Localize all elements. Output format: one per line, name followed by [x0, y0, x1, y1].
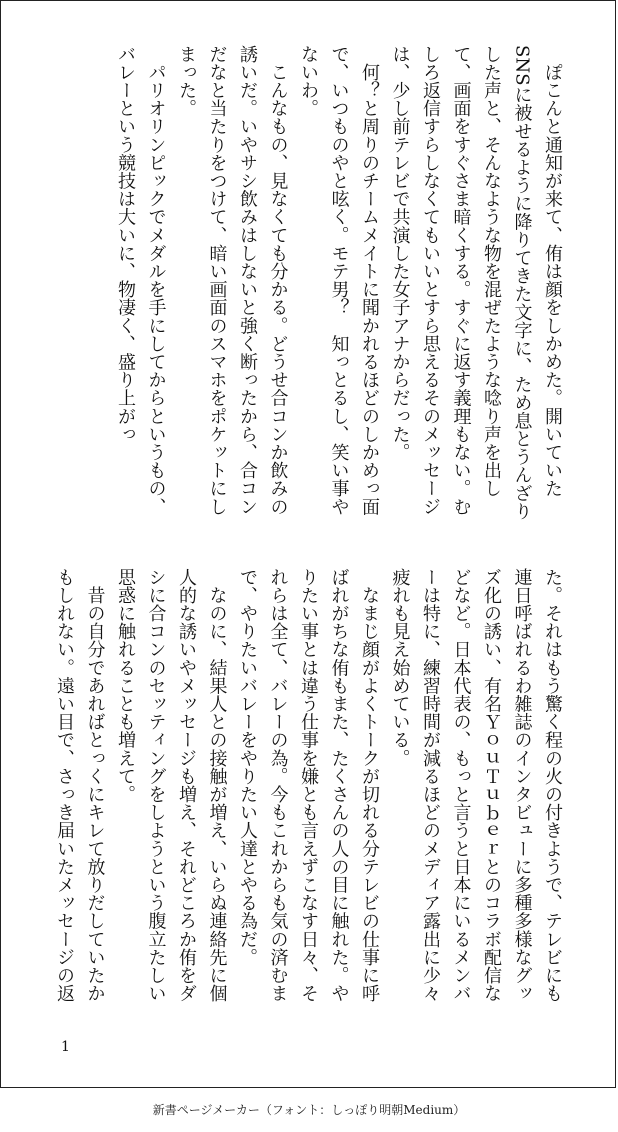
text-block-bottom	[47, 568, 567, 1006]
paragraph: こんなもの、見なくても分かる。どうせ合コンか飲みの誘いだ。いやサシ飲みはしないと強く断ったから、合コンだなと当たりをつけて、暗い画面のスマホをポケットにしまった。	[176, 45, 289, 516]
footer-caption: 新書ページメーカー（フォント：しっぽり明朝Medium）	[152, 1103, 466, 1117]
paragraph: 昔の自分であればとっくにキレて放りだしていたかもしれない。遠い目で、さっき届いたメッセージの返	[54, 568, 106, 1003]
text-block-top	[47, 45, 567, 525]
paragraph: ぽこんと通知が来て、侑は顔をしかめた。開いていたSNSに被せるように降りてきた文字に、ため息とうんざりした声と、そんなような物を混ぜたような唸り声を出して、画面をすぐさま暗くする。すぐに返す義理もない。むしろ返信すらしなくてもいいとすら思えるそのメッセージは、少し前テレビで共演した女子アナからだった。	[389, 45, 563, 521]
paragraph: た。それはもう驚く程の火の付きようで、テレビにも連日呼ばれるわ雑誌のインタビューに多種多様なグッズ化の誘い、有名ＹｏｕＴｕｂｅｒとのコラボ配信などなど。日本代表の、もっと言うと日本にいるメンバーは特に、練習時間が減るほどのメディア露出に少々疲れも見え始めている。	[389, 568, 563, 1003]
paragraph: パリオリンピックでメダルを手にしてからというもの、バレーという競技は大いに、物凄く、盛り上がっ	[115, 45, 167, 516]
paragraph: なのに、結果人との接触が増え、いらぬ連絡先に個人的な誘いやメッセージも増え、それどころか侑をダシに合コンのセッティングをしようという腹立たしい思惑に触れることも増えて。	[115, 568, 228, 1003]
paragraph: なまじ顔がよくトークが切れる分テレビの仕事に呼ばれがちな侑もまた、たくさんの人の目に触れた。やりたい事とは違う仕事を嫌とも言えずこなす日々、それらは全て、バレーの為。今もこれからも気の済むまで、やりたいバレーをやりたい人達とやる為だ。	[237, 568, 380, 1003]
page-number: 1	[61, 1039, 70, 1055]
paragraph: 何？と周りのチームメイトに聞かれるほどのしかめっ面で、いつものやと呟く。モテ男？ 知っとるし、笑い事やないわ。	[298, 45, 380, 516]
